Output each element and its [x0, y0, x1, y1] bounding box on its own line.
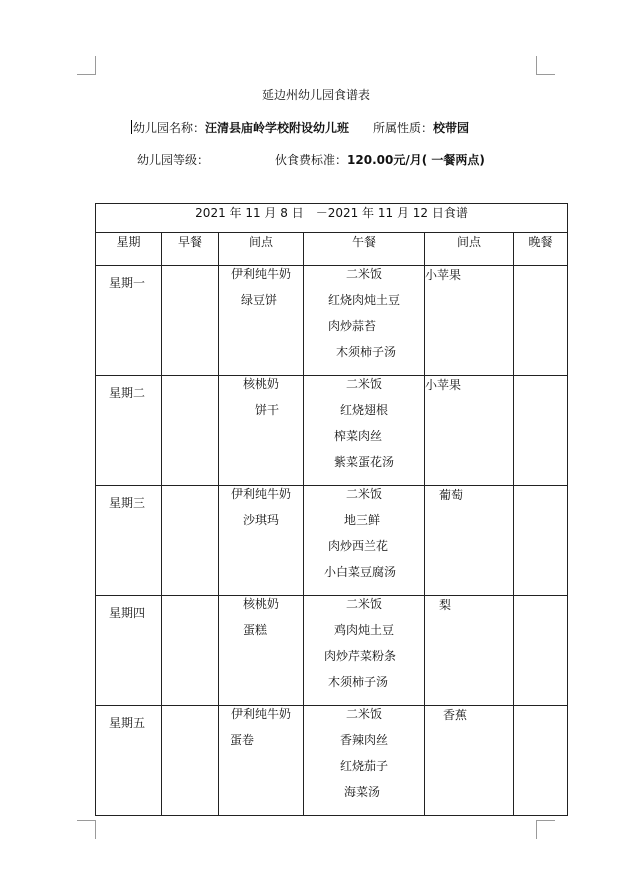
dinner-cell	[514, 486, 568, 596]
dinner-cell	[514, 706, 568, 816]
lunch-cell	[304, 266, 425, 376]
menu-table	[95, 203, 568, 816]
menu-item: 饼干	[255, 403, 280, 417]
kindergarten-name-label: 幼儿园名称：	[133, 121, 206, 135]
menu-item: 紫菜蛋花汤	[334, 455, 395, 469]
menu-item: 小白菜豆腐汤	[324, 565, 397, 579]
menu-item: 伊利纯牛奶	[230, 267, 291, 281]
table-row	[96, 266, 568, 376]
menu-item: 肉炒西兰花	[328, 539, 389, 553]
date-range: 2021 年 11 月 8 日 －2021 年 11 月 12 日食谱	[96, 204, 568, 233]
pm-snack-cell: 小苹果	[425, 266, 514, 376]
header-cell: 午餐	[304, 233, 425, 266]
menu-item: 二米饭	[345, 487, 382, 501]
am-snack-cell	[219, 596, 304, 706]
day-cell: 星期二	[96, 376, 162, 486]
table-row	[96, 486, 568, 596]
menu-item: 核桃奶	[242, 377, 279, 391]
menu-item: 木须柿子汤	[336, 345, 397, 359]
lunch-cell	[304, 706, 425, 816]
menu-item: 沙琪玛	[243, 513, 280, 527]
menu-item: 绿豆饼	[241, 293, 278, 307]
am-snack-cell	[219, 706, 304, 816]
pm-snack-cell: 梨	[425, 596, 514, 706]
header-cell: 早餐	[162, 233, 219, 266]
menu-item: 海菜汤	[344, 785, 381, 799]
menu-item: 木须柿子汤	[328, 675, 389, 689]
document-title: 延边州幼儿园食谱表	[261, 88, 370, 102]
pm-snack-cell: 香蕉	[425, 706, 514, 816]
day-cell: 星期三	[96, 486, 162, 596]
pm-snack-cell: 葡萄	[425, 486, 514, 596]
header-cell: 晚餐	[514, 233, 568, 266]
header-cell: 星期	[96, 233, 162, 266]
breakfast-cell	[162, 266, 219, 376]
fee-value: 120.00元/月( 一餐两点)	[347, 153, 485, 167]
dinner-cell	[514, 596, 568, 706]
day-cell: 星期五	[96, 706, 162, 816]
info-line-name	[131, 119, 469, 136]
menu-item: 香辣肉丝	[339, 733, 388, 747]
page-corner-mark-top-right	[536, 56, 555, 75]
menu-item: 伊利纯牛奶	[230, 487, 291, 501]
am-snack-cell	[219, 266, 304, 376]
table-row	[96, 706, 568, 816]
menu-item: 蛋卷	[230, 733, 255, 747]
menu-item: 核桃奶	[242, 597, 279, 611]
table-row	[96, 596, 568, 706]
menu-item: 榨菜肉丝	[334, 429, 383, 443]
menu-item: 二米饭	[345, 377, 382, 391]
fee-label: 伙食费标准：	[275, 153, 348, 167]
menu-item: 肉炒芹菜粉条	[324, 649, 397, 663]
nature-label: 所属性质：	[373, 121, 434, 135]
date-range-row	[96, 204, 568, 233]
lunch-cell	[304, 596, 425, 706]
lunch-cell	[304, 486, 425, 596]
menu-item: 二米饭	[345, 267, 382, 281]
breakfast-cell	[162, 596, 219, 706]
nature-value: 校带园	[433, 121, 470, 135]
breakfast-cell	[162, 486, 219, 596]
menu-item: 蛋糕	[243, 623, 268, 637]
day-cell: 星期一	[96, 266, 162, 376]
grade-label: 幼儿园等级：	[137, 153, 210, 167]
menu-item: 红烧肉炖土豆	[327, 293, 400, 307]
am-snack-cell	[219, 376, 304, 486]
page-corner-mark-bottom-left	[77, 820, 96, 839]
menu-item: 红烧翅根	[339, 403, 388, 417]
menu-item: 地三鲜	[344, 513, 381, 527]
menu-item: 伊利纯牛奶	[230, 707, 291, 721]
dinner-cell	[514, 266, 568, 376]
info-line-grade-fee	[137, 151, 485, 168]
page-corner-mark-top-left	[77, 56, 96, 75]
pm-snack-cell: 小苹果	[425, 376, 514, 486]
menu-item: 二米饭	[345, 597, 382, 611]
menu-item: 肉炒蒜苔	[328, 319, 377, 333]
header-cell: 间点	[425, 233, 514, 266]
page-corner-mark-bottom-right	[536, 820, 555, 839]
menu-item: 红烧茄子	[340, 759, 389, 773]
menu-item: 鸡肉炖土豆	[333, 623, 394, 637]
kindergarten-name: 汪清县庙岭学校附设幼儿班	[205, 121, 350, 135]
table-row	[96, 376, 568, 486]
dinner-cell	[514, 376, 568, 486]
lunch-cell	[304, 376, 425, 486]
text-cursor	[131, 120, 132, 134]
breakfast-cell	[162, 376, 219, 486]
header-cell: 间点	[219, 233, 304, 266]
header-row	[96, 233, 568, 266]
menu-item: 二米饭	[345, 707, 382, 721]
day-cell: 星期四	[96, 596, 162, 706]
am-snack-cell	[219, 486, 304, 596]
breakfast-cell	[162, 706, 219, 816]
